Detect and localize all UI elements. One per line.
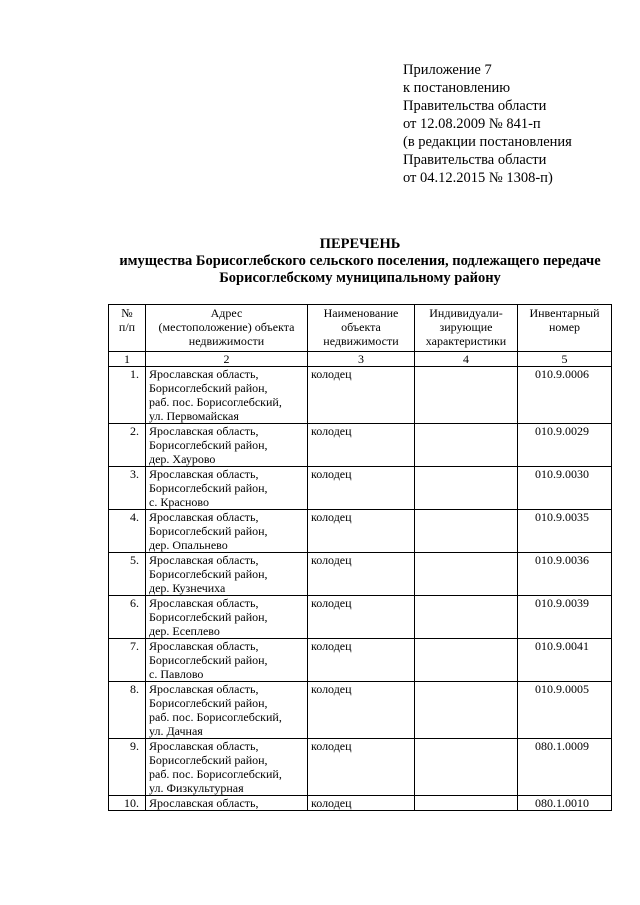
row-inventory-number: 080.1.0009 [518,739,612,796]
address-line: Ярославская область, [149,596,259,610]
row-inventory-number: 010.9.0039 [518,596,612,639]
row-number: 9. [109,739,146,796]
appendix-line: Правительства области [403,98,547,114]
header-characteristics: Индивидуали- зирующие характеристики [415,305,518,352]
address-line: раб. пос. Борисоглебский, [149,767,282,781]
row-number: 5. [109,553,146,596]
row-address [146,553,308,596]
address-line: ул. Дачная [149,724,203,738]
column-number: 1 [109,352,146,367]
row-object-name: колодец [308,796,415,811]
row-number: 6. [109,596,146,639]
row-object-name: колодец [308,682,415,739]
table-row [109,553,612,596]
row-inventory-number: 010.9.0006 [518,367,612,424]
row-characteristics [415,424,518,467]
column-number: 5 [518,352,612,367]
title-line: Борисоглебскому муниципальному району [219,270,501,286]
row-characteristics [415,510,518,553]
row-characteristics [415,639,518,682]
appendix-line: Правительства области [403,152,547,168]
row-object-name: колодец [308,424,415,467]
appendix-line: к постановлению [403,80,511,96]
address-line: Ярославская область, [149,510,259,524]
title-line: ПЕРЕЧЕНЬ [319,236,401,252]
appendix-note [403,61,572,187]
address-line: Борисоглебский район, [149,481,268,495]
row-characteristics [415,467,518,510]
table-row [109,510,612,553]
column-number: 4 [415,352,518,367]
row-number: 3. [109,467,146,510]
address-line: Ярославская область, [149,553,259,567]
row-number: 10. [109,796,146,811]
address-line: Борисоглебский район, [149,653,268,667]
header-inventory: Инвентарный номер [518,305,612,352]
row-characteristics [415,596,518,639]
table-body [109,367,612,811]
row-address [146,682,308,739]
header-name: Наименование объекта недвижимости [308,305,415,352]
column-number: 2 [146,352,308,367]
appendix-line: от 12.08.2009 № 841-п [403,116,541,132]
property-table [108,304,612,811]
row-object-name: колодец [308,467,415,510]
row-address [146,424,308,467]
table-row [109,796,612,811]
address-line: Борисоглебский район, [149,524,268,538]
column-number-row [109,352,612,367]
row-inventory-number: 010.9.0041 [518,639,612,682]
address-line: ул. Физкультурная [149,781,244,795]
address-line: Ярославская область, [149,424,259,438]
address-line: Борисоглебский район, [149,610,268,624]
document-title [40,236,640,287]
row-address [146,596,308,639]
column-number: 3 [308,352,415,367]
row-address [146,510,308,553]
address-line: Ярославская область, [149,367,259,381]
address-line: дер. Опальнево [149,538,228,552]
address-line: Ярославская область, [149,639,259,653]
row-address [146,796,308,811]
table-row [109,367,612,424]
address-line: с. Павлово [149,667,204,681]
address-line: Ярославская область, [149,467,259,481]
address-line: Ярославская область, [149,739,259,753]
address-line: раб. пос. Борисоглебский, [149,710,282,724]
address-line: дер. Хаурово [149,452,216,466]
table-header-row [109,305,612,352]
address-line: Борисоглебский район, [149,381,268,395]
row-inventory-number: 010.9.0030 [518,467,612,510]
table-row [109,739,612,796]
address-line: Борисоглебский район, [149,567,268,581]
address-line: Ярославская область, [149,682,259,696]
row-inventory-number: 010.9.0005 [518,682,612,739]
address-line: Борисоглебский район, [149,696,268,710]
row-inventory-number: 010.9.0029 [518,424,612,467]
row-number: 8. [109,682,146,739]
row-number: 2. [109,424,146,467]
row-object-name: колодец [308,510,415,553]
address-line: дер. Кузнечиха [149,581,226,595]
table-row [109,467,612,510]
row-object-name: колодец [308,367,415,424]
row-inventory-number: 010.9.0036 [518,553,612,596]
appendix-line: (в редакции постановления [403,134,572,150]
row-address [146,367,308,424]
row-inventory-number: 080.1.0010 [518,796,612,811]
table-row [109,639,612,682]
row-characteristics [415,739,518,796]
row-address [146,639,308,682]
row-object-name: колодец [308,639,415,682]
table-row [109,596,612,639]
header-address: Адрес (местоположение) объекта недвижимости [146,305,308,352]
row-characteristics [415,682,518,739]
row-characteristics [415,553,518,596]
table-row [109,424,612,467]
address-line: раб. пос. Борисоглебский, [149,395,282,409]
row-inventory-number: 010.9.0035 [518,510,612,553]
row-number: 1. [109,367,146,424]
address-line: Ярославская область, [149,796,259,810]
appendix-line: Приложение 7 [403,62,492,78]
address-line: с. Красново [149,495,209,509]
title-line: имущества Борисоглебского сельского поселения, подлежащего передаче [119,253,601,269]
address-line: Борисоглебский район, [149,753,268,767]
header-num: № п/п [109,305,146,352]
row-characteristics [415,367,518,424]
row-address [146,739,308,796]
row-object-name: колодец [308,553,415,596]
table-row [109,682,612,739]
row-number: 4. [109,510,146,553]
row-object-name: колодец [308,739,415,796]
appendix-line: от 04.12.2015 № 1308-п) [403,170,553,186]
row-characteristics [415,796,518,811]
address-line: Борисоглебский район, [149,438,268,452]
row-object-name: колодец [308,596,415,639]
row-address [146,467,308,510]
address-line: ул. Первомайская [149,409,239,423]
row-number: 7. [109,639,146,682]
address-line: дер. Есеплево [149,624,220,638]
